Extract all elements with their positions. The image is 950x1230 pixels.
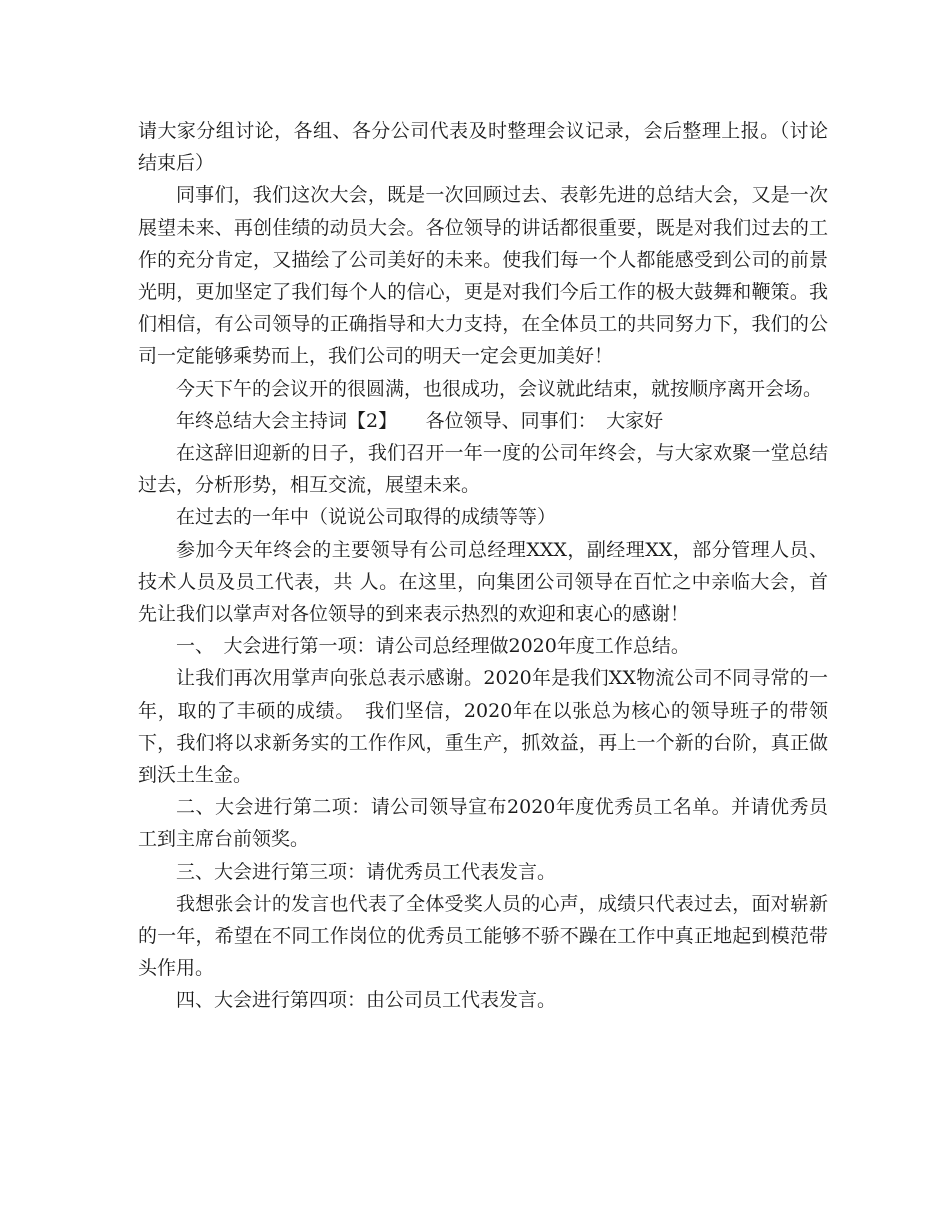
paragraph-item-three: 三、大会进行第三项：请优秀员工代表发言。 [176,860,557,883]
paragraph-item-four: 四、大会进行第四项：由公司员工代表发言。 [176,989,557,1012]
paragraph-section-heading: 年终总结大会主持词【2】 各位领导、同事们： 大家好 [176,409,664,432]
paragraph-item-one: 一、 大会进行第一项：请公司总经理做2020年度工作总结。 [176,635,690,658]
paragraph-past-year: 在过去的一年中（说说公司取得的成绩等等） [176,506,557,529]
document-body [138,115,828,1017]
paragraph-attendees: 参加今天年终会的主要领导有公司总经理XXX，副经理XX，部分管理人员、技术人员及员工代表，共 人。在这里，向集团公司领导在百忙之中亲临大会，首先让我们以掌声对各位领导的到来表示热烈的欢迎和衷心的感谢！ [138,538,828,626]
paragraph-meeting-end: 今天下午的会议开的很圆满，也很成功，会议就此结束，就按顺序离开会场。 [176,377,823,400]
paragraph-accountant-speech: 我想张会计的发言也代表了全体受奖人员的心声，成绩只代表过去，面对崭新的一年，希望在不同工作岗位的优秀员工能够不骄不躁在工作中真正地起到模范带头作用。 [138,892,828,980]
paragraph-closing-remarks: 同事们，我们这次大会，既是一次回顾过去、表彰先进的总结大会，又是一次展望未来、再创佳绩的动员大会。各位领导的讲话都很重要，既是对我们过去的工作的充分肯定，又描绘了公司美好的未来。使我们每一个人都能感受到公司的前景光明，更加坚定了我们每个人的信心，更是对我们今后工作的极大鼓舞和鞭策。我们相信，有公司领导的正确指导和大力支持，在全体员工的共同努力下，我们的公司一定能够乘势而上，我们公司的明天一定会更加美好！ [138,184,828,368]
paragraph-discussion-instruction: 请大家分组讨论，各组、各分公司代表及时整理会议记录，会后整理上报。（讨论结束后） [138,120,828,175]
paragraph-item-two: 二、大会进行第二项：请公司领导宣布2020年度优秀员工名单。并请优秀员工到主席台前领奖。 [138,796,828,851]
paragraph-opening: 在这辞旧迎新的日子，我们召开一年一度的公司年终会，与大家欢聚一堂总结过去，分析形势，相互交流，展望未来。 [138,442,828,497]
paragraph-thanks: 让我们再次用掌声向张总表示感谢。2020年是我们XX物流公司不同寻常的一年，取的了丰硕的成绩。 我们坚信，2020年在以张总为核心的领导班子的带领下，我们将以求新务实的工作作风，重生产，抓效益，再上一个新的台阶，真正做到沃土生金。 [138,667,828,787]
